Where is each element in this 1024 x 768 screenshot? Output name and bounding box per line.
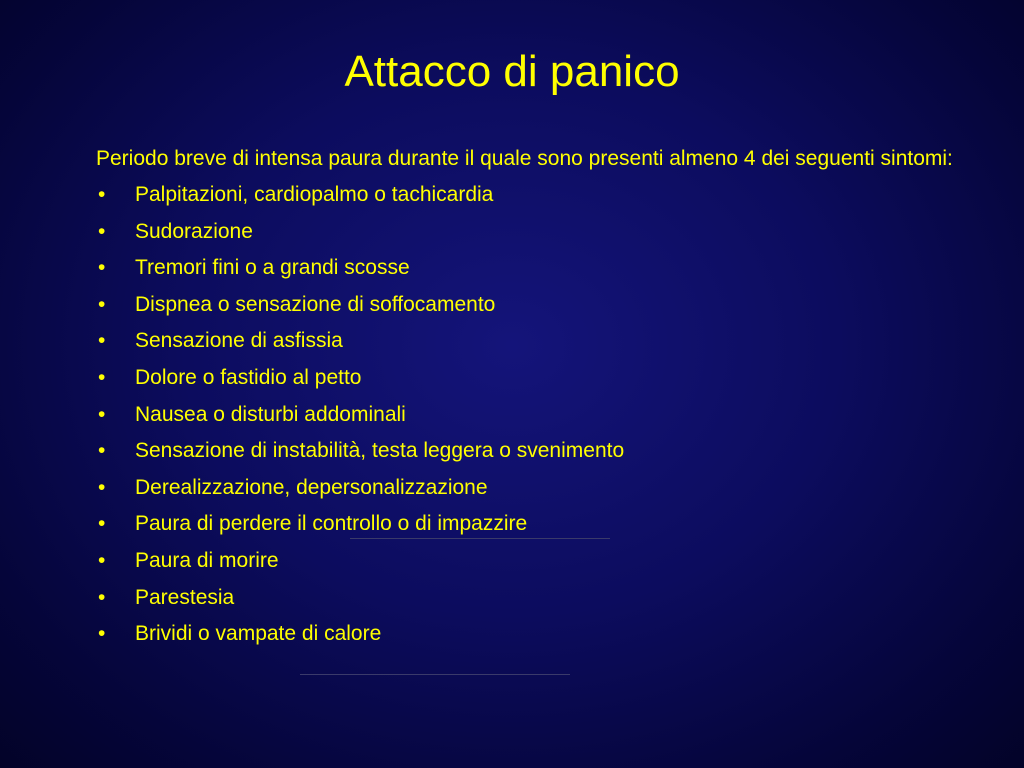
bullet-icon: • (98, 365, 106, 389)
list-item-text: Nausea o disturbi addominali (135, 402, 406, 426)
bullet-icon: • (98, 402, 106, 426)
bullet-icon: • (98, 329, 106, 353)
list-item-text: Derealizzazione, depersonalizzazione (135, 475, 488, 499)
list-item (96, 619, 976, 649)
list-item (96, 400, 976, 430)
list-item-text: Sensazione di instabilità, testa leggera o svenimento (135, 439, 625, 463)
bullet-icon: • (98, 439, 106, 463)
intro-text: Periodo breve di intensa paura durante il quale sono presenti almeno 4 dei seguenti sintomi: (96, 147, 953, 170)
list-item-text: Tremori fini o a grandi scosse (135, 256, 410, 280)
list-item (96, 217, 976, 247)
list-item (96, 436, 976, 466)
bullet-icon: • (98, 292, 106, 316)
list-item-text: Palpitazioni, cardiopalmo o tachicardia (135, 183, 494, 206)
bullet-icon: • (98, 256, 106, 280)
bullet-icon: • (98, 622, 106, 646)
bullet-icon: • (98, 183, 106, 206)
list-item (96, 290, 976, 320)
bullet-icon: • (98, 512, 106, 536)
list-item (96, 546, 976, 576)
bullet-icon: • (98, 219, 106, 243)
list-item-text: Paura di morire (135, 548, 279, 572)
divider-line (300, 674, 570, 675)
list-item (96, 473, 976, 503)
list-item (96, 253, 976, 283)
list-item (96, 326, 976, 356)
bullet-icon: • (98, 585, 106, 609)
list-item (96, 363, 976, 393)
bullet-icon: • (98, 548, 106, 572)
list-item (96, 509, 976, 539)
slide-title: Attacco di panico (344, 47, 680, 96)
slide-body (96, 144, 976, 656)
divider-line (350, 538, 610, 539)
list-item-text: Dispnea o sensazione di soffocamento (135, 292, 496, 316)
list-item-text: Sensazione di asfissia (135, 329, 343, 353)
list-item-text: Brividi o vampate di calore (135, 622, 382, 646)
list-item-text: Sudorazione (135, 219, 253, 243)
bullet-icon: • (98, 475, 106, 499)
list-item-text: Dolore o fastidio al petto (135, 365, 362, 389)
list-item (96, 583, 976, 613)
symptom-list (96, 180, 976, 649)
list-item (96, 180, 976, 210)
list-item-text: Paura di perdere il controllo o di impazzire (135, 512, 528, 536)
list-item-text: Parestesia (135, 585, 235, 609)
